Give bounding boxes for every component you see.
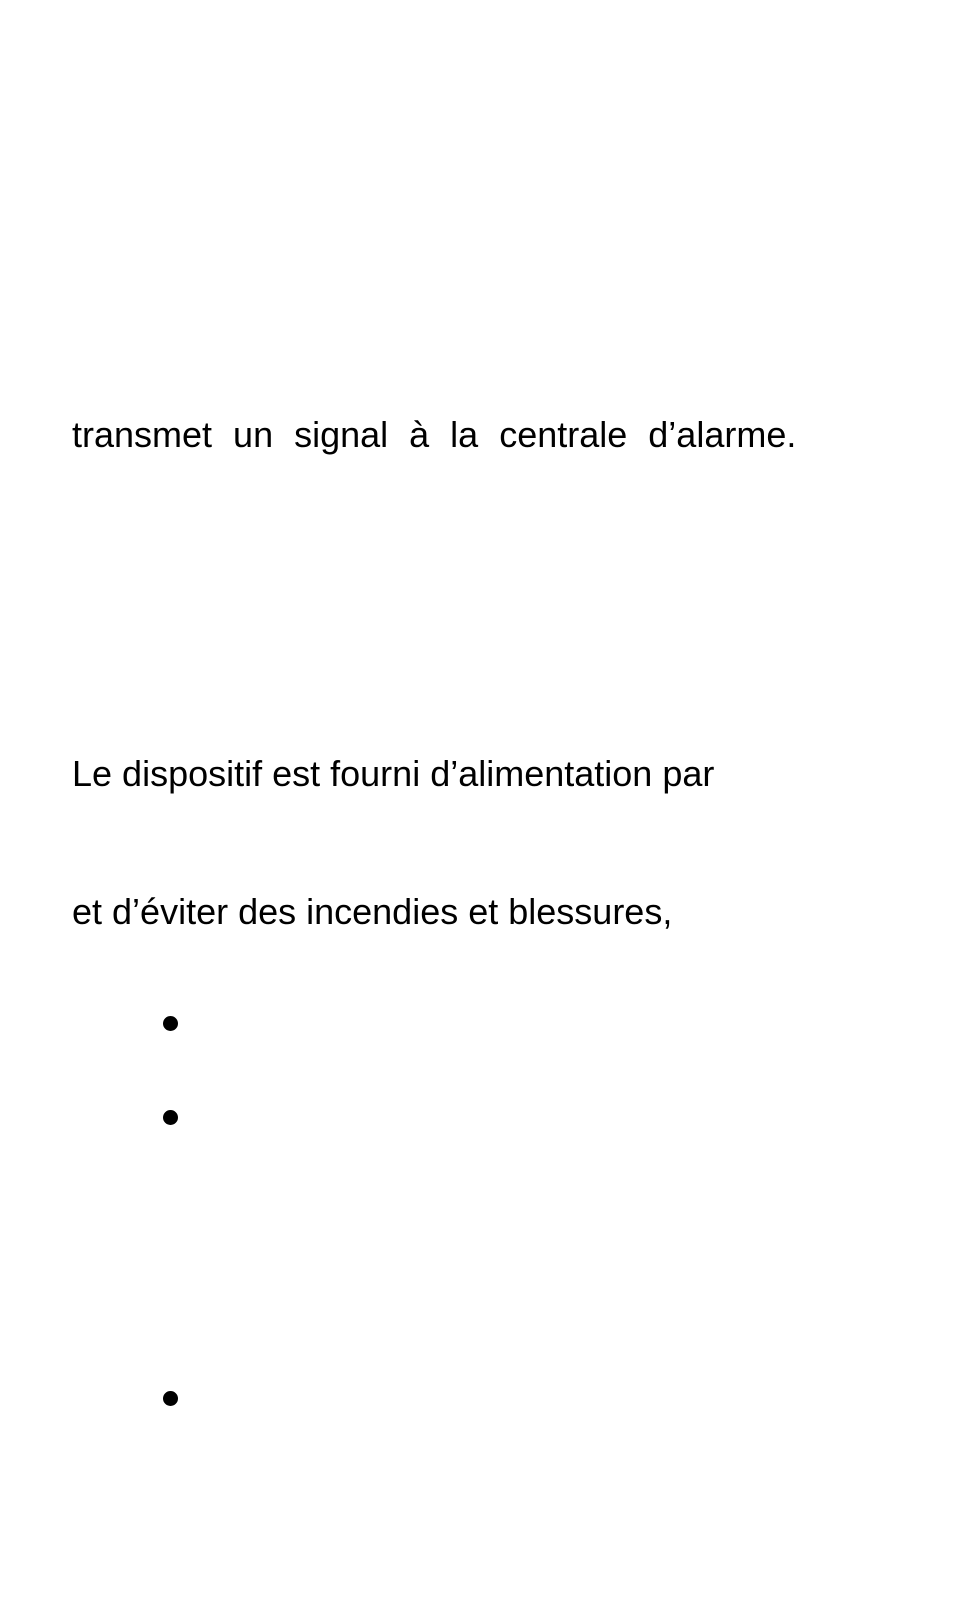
bullet-dot-icon (163, 1391, 178, 1406)
text-line-signal: transmet un signal à la centrale d’alarme. (72, 414, 797, 455)
bullet-dot-icon (163, 1016, 178, 1031)
text-line-alimentation: Le dispositif est fourni d’alimentation par (72, 753, 715, 794)
bullet-dot-icon (163, 1110, 178, 1125)
text-line-incendies: et d’éviter des incendies et blessures, (72, 891, 673, 932)
